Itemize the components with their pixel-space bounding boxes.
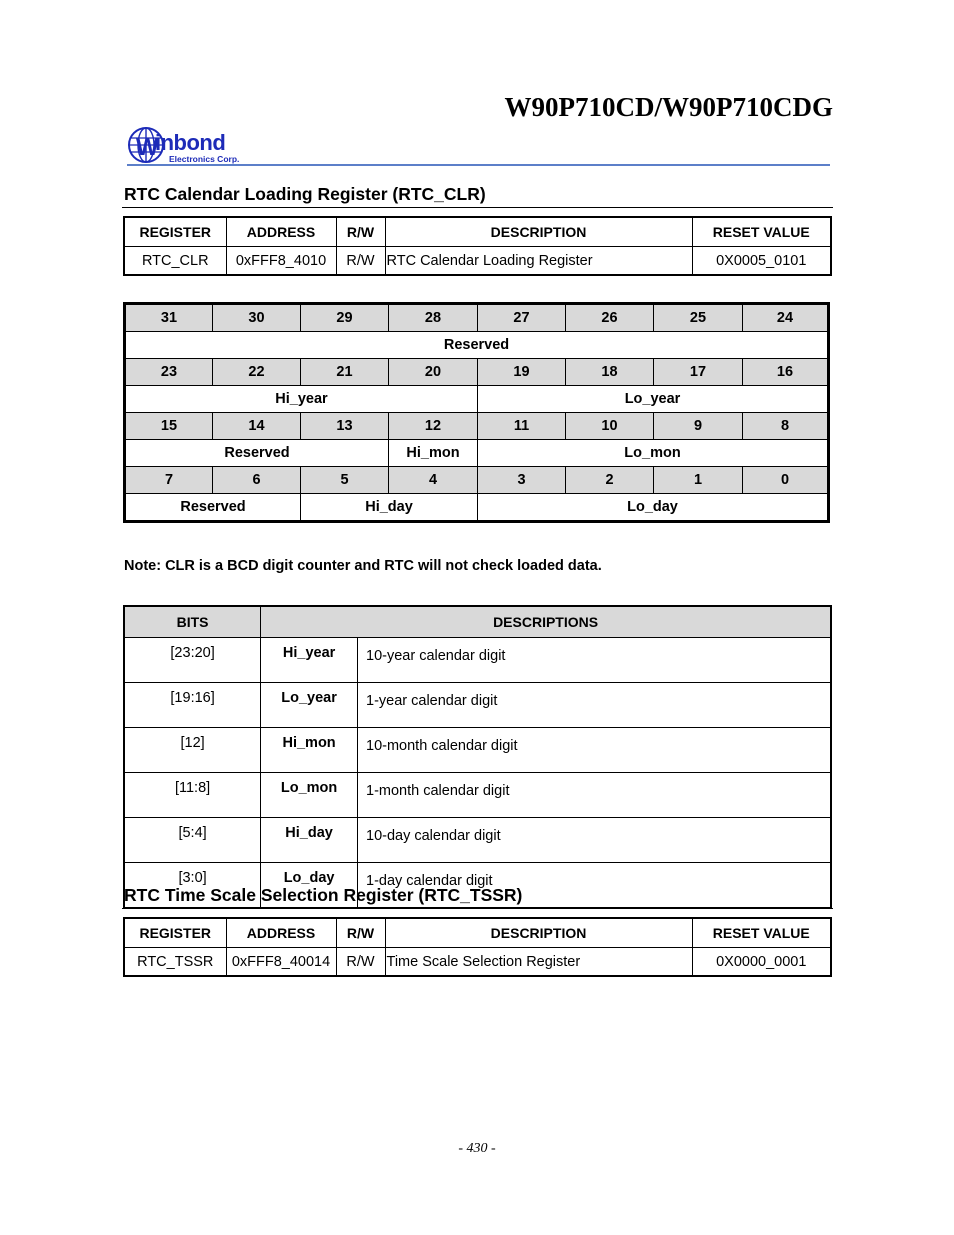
field-name-cell: Hi_day bbox=[261, 818, 358, 863]
bit-number: 18 bbox=[566, 359, 654, 386]
bit-field: Reserved bbox=[125, 494, 301, 522]
bits-cell: [5:4] bbox=[124, 818, 261, 863]
bit-number: 3 bbox=[478, 467, 566, 494]
winbond-logo bbox=[127, 126, 257, 166]
table-row bbox=[124, 773, 831, 818]
bit-number: 9 bbox=[654, 413, 743, 440]
bits-cell: [12] bbox=[124, 728, 261, 773]
note-text: Note: CLR is a BCD digit counter and RTC will not check loaded data. bbox=[124, 558, 602, 574]
register-name: RTC_TSSR bbox=[124, 948, 226, 977]
tssr-section-rule bbox=[122, 908, 833, 909]
field-description-cell: 1-day calendar digit bbox=[358, 863, 832, 909]
clr-register-table bbox=[123, 216, 832, 276]
bit-number: 31 bbox=[125, 304, 213, 332]
bit-number: 10 bbox=[566, 413, 654, 440]
table-row bbox=[124, 728, 831, 773]
header-descriptions: DESCRIPTIONS bbox=[261, 606, 831, 638]
bit-field-row bbox=[125, 494, 829, 522]
bit-number: 25 bbox=[654, 304, 743, 332]
table-row bbox=[124, 638, 831, 683]
field-description-cell: 10-year calendar digit bbox=[358, 638, 832, 683]
header-register: REGISTER bbox=[124, 217, 226, 247]
bit-number: 20 bbox=[389, 359, 478, 386]
bit-field: Hi_year bbox=[125, 386, 478, 413]
header-rw: R/W bbox=[336, 918, 385, 948]
register-name: RTC_CLR bbox=[124, 247, 226, 276]
page-number: - 430 - bbox=[458, 1141, 496, 1156]
field-name-cell: Hi_year bbox=[261, 638, 358, 683]
table-row bbox=[124, 247, 831, 276]
field-description-cell: 10-month calendar digit bbox=[358, 728, 832, 773]
logo-subtext: Electronics Corp. bbox=[169, 154, 240, 164]
logo-wordmark: inbond bbox=[155, 130, 226, 155]
document-title: W90P710CD/W90P710CDG bbox=[504, 92, 833, 122]
clr-section-title: RTC Calendar Loading Register (RTC_CLR) bbox=[124, 184, 486, 204]
header-description: DESCRIPTION bbox=[385, 918, 692, 948]
bit-number: 11 bbox=[478, 413, 566, 440]
bit-number: 30 bbox=[213, 304, 301, 332]
bit-number: 6 bbox=[213, 467, 301, 494]
bit-field: Lo_mon bbox=[478, 440, 829, 467]
bit-field: Reserved bbox=[125, 440, 389, 467]
bit-field: Lo_day bbox=[478, 494, 829, 522]
field-description-cell: 10-day calendar digit bbox=[358, 818, 832, 863]
bit-number: 8 bbox=[743, 413, 829, 440]
register-description: RTC Calendar Loading Register bbox=[385, 247, 692, 276]
register-rw: R/W bbox=[336, 948, 385, 977]
header-reset-value: RESET VALUE bbox=[692, 217, 831, 247]
table-header-row bbox=[124, 918, 831, 948]
register-description: Time Scale Selection Register bbox=[385, 948, 692, 977]
bits-cell: [3:0] bbox=[124, 863, 261, 909]
clr-section-rule bbox=[122, 207, 833, 208]
field-description-cell: 1-month calendar digit bbox=[358, 773, 832, 818]
field-name-cell: Lo_day bbox=[261, 863, 358, 909]
register-address: 0xFFF8_4010 bbox=[226, 247, 336, 276]
bit-number: 2 bbox=[566, 467, 654, 494]
bit-number: 7 bbox=[125, 467, 213, 494]
field-name-cell: Lo_mon bbox=[261, 773, 358, 818]
bit-number: 28 bbox=[389, 304, 478, 332]
header-address: ADDRESS bbox=[226, 217, 336, 247]
bit-number: 26 bbox=[566, 304, 654, 332]
field-description-cell: 1-year calendar digit bbox=[358, 683, 832, 728]
bit-descriptions-table bbox=[123, 605, 832, 909]
register-reset-value: 0X0005_0101 bbox=[692, 247, 831, 276]
bit-number: 23 bbox=[125, 359, 213, 386]
header-rw: R/W bbox=[336, 217, 385, 247]
bit-number: 0 bbox=[743, 467, 829, 494]
field-name-cell: Hi_mon bbox=[261, 728, 358, 773]
bit-field-row bbox=[125, 332, 829, 359]
table-row bbox=[124, 683, 831, 728]
bit-number: 15 bbox=[125, 413, 213, 440]
register-address: 0xFFF8_40014 bbox=[226, 948, 336, 977]
bit-number-row bbox=[125, 359, 829, 386]
bit-number: 13 bbox=[301, 413, 389, 440]
bits-cell: [11:8] bbox=[124, 773, 261, 818]
bits-cell: [23:20] bbox=[124, 638, 261, 683]
bit-number: 29 bbox=[301, 304, 389, 332]
header-reset-value: RESET VALUE bbox=[692, 918, 831, 948]
bit-number: 17 bbox=[654, 359, 743, 386]
bit-field-row bbox=[125, 440, 829, 467]
bits-cell: [19:16] bbox=[124, 683, 261, 728]
table-row bbox=[124, 818, 831, 863]
bit-number: 24 bbox=[743, 304, 829, 332]
register-reset-value: 0X0000_0001 bbox=[692, 948, 831, 977]
header-register: REGISTER bbox=[124, 918, 226, 948]
bit-number: 14 bbox=[213, 413, 301, 440]
bit-number: 4 bbox=[389, 467, 478, 494]
bit-number-row bbox=[125, 304, 829, 332]
svg-text:W: W bbox=[136, 134, 159, 161]
bit-number: 16 bbox=[743, 359, 829, 386]
table-row bbox=[124, 948, 831, 977]
bit-number: 21 bbox=[301, 359, 389, 386]
bit-number: 5 bbox=[301, 467, 389, 494]
bit-field-row bbox=[125, 386, 829, 413]
header-bits: BITS bbox=[124, 606, 261, 638]
table-header-row bbox=[124, 606, 831, 638]
bit-number: 1 bbox=[654, 467, 743, 494]
field-name-cell: Lo_year bbox=[261, 683, 358, 728]
bit-field: Hi_day bbox=[301, 494, 478, 522]
bit-number: 19 bbox=[478, 359, 566, 386]
bit-field: Lo_year bbox=[478, 386, 829, 413]
bit-field: Hi_mon bbox=[389, 440, 478, 467]
register-rw: R/W bbox=[336, 247, 385, 276]
bit-number-row bbox=[125, 467, 829, 494]
bit-field: Reserved bbox=[125, 332, 829, 359]
header-rule bbox=[127, 164, 830, 166]
bit-number: 27 bbox=[478, 304, 566, 332]
table-header-row bbox=[124, 217, 831, 247]
header-description: DESCRIPTION bbox=[385, 217, 692, 247]
bit-number-row bbox=[125, 413, 829, 440]
bit-map-table bbox=[123, 302, 830, 523]
tssr-register-table bbox=[123, 917, 832, 977]
bit-number: 12 bbox=[389, 413, 478, 440]
header-address: ADDRESS bbox=[226, 918, 336, 948]
bit-number: 22 bbox=[213, 359, 301, 386]
tssr-section-title: RTC Time Scale Selection Register (RTC_TSSR) bbox=[124, 885, 523, 905]
